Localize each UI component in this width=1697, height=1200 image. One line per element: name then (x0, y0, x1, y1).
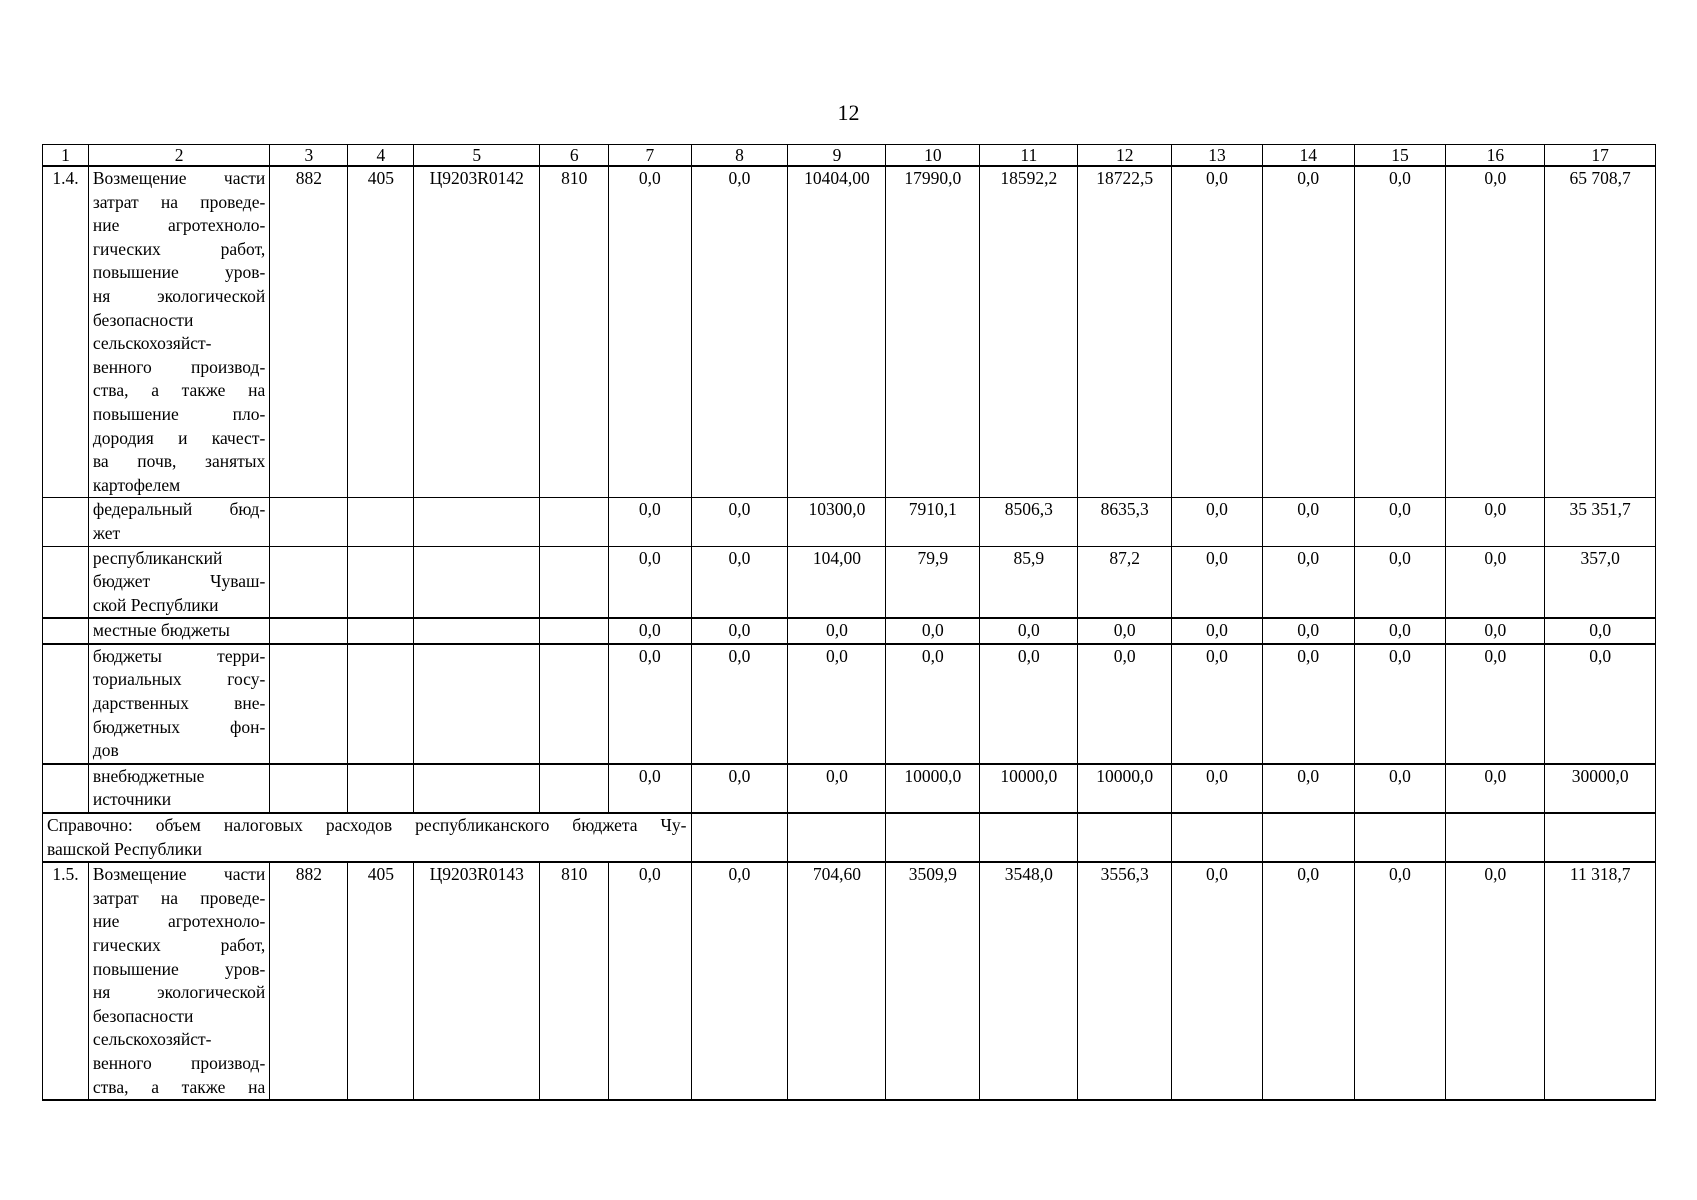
desc-line: бюджетных фон- (92, 716, 266, 737)
cell-value: 0,0 (1172, 166, 1263, 498)
desc-line: ня экологической (92, 285, 266, 306)
cell-value: 0,0 (691, 618, 788, 644)
col-header: 13 (1172, 145, 1263, 167)
col-header: 14 (1262, 145, 1354, 167)
cell-value: 87,2 (1078, 546, 1172, 618)
empty-cell (348, 644, 414, 764)
desc-line: безопасности (92, 1005, 194, 1026)
cell-value: 0,0 (691, 546, 788, 618)
cell-value: 0,0 (691, 644, 788, 764)
col-header: 11 (980, 145, 1078, 167)
desc-line: повышение уров- (92, 262, 266, 283)
cell-value: 85,9 (980, 546, 1078, 618)
desc-line: повышение пло- (92, 403, 266, 424)
empty-cell (43, 644, 89, 764)
desc-line: Возмещение части (92, 168, 266, 188)
cell-value: 8506,3 (980, 498, 1078, 546)
row-description (88, 618, 269, 644)
cell-target-code: Ц9203R0142 (414, 166, 540, 498)
cell-value: 0,0 (980, 644, 1078, 764)
cell-value: 704,60 (788, 862, 886, 1100)
empty-cell (1446, 813, 1545, 862)
desc-line: венного производ- (92, 1052, 266, 1073)
empty-cell (886, 813, 980, 862)
col-header: 8 (691, 145, 788, 167)
desc-line: венного производ- (92, 356, 266, 377)
cell-value: 0,0 (1172, 498, 1263, 546)
budget-table (42, 144, 1656, 1101)
row-description (88, 498, 269, 546)
cell-value: 0,0 (1446, 764, 1545, 813)
desc-line: республиканский (92, 547, 223, 568)
desc-line: дарственных вне- (92, 693, 266, 714)
cell-section-code: 405 (348, 166, 414, 498)
empty-cell (1172, 813, 1263, 862)
desc-line: федеральный бюд- (92, 499, 266, 520)
table-row-territorial-funds (43, 644, 1656, 764)
empty-cell (414, 644, 540, 764)
cell-value: 0,0 (980, 618, 1078, 644)
empty-cell (43, 546, 89, 618)
cell-value: 10000,0 (1078, 764, 1172, 813)
desc-line: затрат на проведе- (92, 191, 266, 212)
desc-line: ства, а также на (92, 380, 266, 401)
cell-value: 10000,0 (886, 764, 980, 813)
row-description (88, 546, 269, 618)
empty-cell (270, 644, 348, 764)
desc-line: ториальных госу- (92, 669, 266, 690)
cell-total: 30000,0 (1545, 764, 1656, 813)
cell-value: 0,0 (788, 618, 886, 644)
cell-value: 0,0 (788, 644, 886, 764)
empty-cell (540, 546, 609, 618)
cell-value: 0,0 (1354, 644, 1446, 764)
cell-value: 0,0 (1172, 618, 1263, 644)
cell-value: 0,0 (886, 644, 980, 764)
col-header: 10 (886, 145, 980, 167)
cell-value: 0,0 (1078, 644, 1172, 764)
table-row-reference-note (43, 813, 1656, 862)
desc-line: ние агротехноло- (92, 215, 266, 236)
cell-value: 0,0 (1262, 644, 1354, 764)
col-header: 3 (270, 145, 348, 167)
empty-cell (691, 813, 788, 862)
cell-expense-type: 810 (540, 166, 609, 498)
desc-line: дов (92, 740, 119, 761)
cell-total: 357,0 (1545, 546, 1656, 618)
empty-cell (414, 546, 540, 618)
table-row-republic-budget (43, 546, 1656, 618)
note-line: Справочно: объем налоговых расходов республиканского бюджета Чу- (47, 815, 687, 836)
cell-value: 8635,3 (1078, 498, 1172, 546)
row-number: 1.5. (43, 862, 89, 1100)
desc-line: источники (92, 789, 172, 810)
desc-line: жет (92, 522, 121, 543)
cell-value: 0,0 (1172, 546, 1263, 618)
desc-line: внебюджетные (92, 765, 205, 786)
cell-value: 0,0 (609, 644, 691, 764)
desc-line: сельскохозяйст- (92, 333, 212, 354)
col-header: 4 (348, 145, 414, 167)
cell-value: 3548,0 (980, 862, 1078, 1100)
empty-cell (414, 764, 540, 813)
desc-line: картофелем (92, 474, 181, 495)
cell-value: 0,0 (1446, 498, 1545, 546)
col-header: 6 (540, 145, 609, 167)
desc-line: ства, а также на (92, 1076, 266, 1097)
column-numbers-row (43, 145, 1656, 167)
cell-value: 0,0 (886, 618, 980, 644)
cell-value: 7910,1 (886, 498, 980, 546)
cell-total: 65 708,7 (1545, 166, 1656, 498)
table-row-local-budgets (43, 618, 1656, 644)
cell-value: 0,0 (1262, 166, 1354, 498)
cell-value: 10404,00 (788, 166, 886, 498)
desc-line: гических работ, (92, 935, 266, 955)
cell-value: 0,0 (609, 166, 691, 498)
col-header: 12 (1078, 145, 1172, 167)
cell-value: 0,0 (1172, 644, 1263, 764)
row-description (88, 764, 269, 813)
table-row-1-5 (43, 862, 1656, 1100)
cell-value: 10000,0 (980, 764, 1078, 813)
cell-value: 0,0 (1354, 546, 1446, 618)
cell-value: 0,0 (1172, 862, 1263, 1100)
table-row-1-4 (43, 166, 1656, 498)
empty-cell (43, 764, 89, 813)
cell-value: 0,0 (1354, 862, 1446, 1100)
col-header: 5 (414, 145, 540, 167)
cell-value: 0,0 (1446, 546, 1545, 618)
empty-cell (540, 618, 609, 644)
empty-cell (348, 498, 414, 546)
row-description (88, 862, 269, 1100)
table-row-federal-budget (43, 498, 1656, 546)
row-description (88, 644, 269, 764)
cell-value: 0,0 (1354, 618, 1446, 644)
cell-value: 0,0 (609, 546, 691, 618)
desc-line: бюджет Чуваш- (92, 571, 266, 592)
cell-value: 0,0 (1354, 166, 1446, 498)
empty-cell (348, 764, 414, 813)
row-number: 1.4. (43, 166, 89, 498)
desc-line: бюджеты терри- (92, 645, 266, 666)
cell-value: 0,0 (609, 764, 691, 813)
desc-line: повышение уров- (92, 958, 266, 979)
cell-expense-type: 810 (540, 862, 609, 1100)
cell-value: 0,0 (691, 764, 788, 813)
cell-value: 0,0 (788, 764, 886, 813)
empty-cell (540, 644, 609, 764)
cell-value: 18592,2 (980, 166, 1078, 498)
cell-value: 17990,0 (886, 166, 980, 498)
cell-total: 0,0 (1545, 644, 1656, 764)
empty-cell (348, 618, 414, 644)
cell-section-code: 405 (348, 862, 414, 1100)
col-header: 17 (1545, 145, 1656, 167)
cell-value: 0,0 (691, 498, 788, 546)
cell-value: 0,0 (1172, 764, 1263, 813)
desc-line: сельскохозяйст- (92, 1029, 212, 1050)
desc-line: ской Республики (92, 594, 219, 615)
cell-value: 0,0 (1446, 862, 1545, 1100)
desc-line: ва почв, занятых (92, 451, 266, 472)
empty-cell (540, 764, 609, 813)
col-header: 2 (88, 145, 269, 167)
cell-target-code: Ц9203R0143 (414, 862, 540, 1100)
cell-total: 35 351,7 (1545, 498, 1656, 546)
desc-line: Возмещение части (92, 864, 266, 885)
cell-value: 18722,5 (1078, 166, 1172, 498)
page-number: 12 (837, 100, 860, 125)
cell-value: 0,0 (1446, 618, 1545, 644)
empty-cell (270, 498, 348, 546)
cell-ministry-code: 882 (270, 166, 348, 498)
empty-cell (980, 813, 1078, 862)
empty-cell (270, 546, 348, 618)
cell-value: 0,0 (691, 166, 788, 498)
empty-cell (1262, 813, 1354, 862)
empty-cell (43, 618, 89, 644)
cell-value: 0,0 (1446, 166, 1545, 498)
cell-value: 0,0 (1354, 498, 1446, 546)
desc-line: гических работ, (92, 238, 266, 259)
cell-value: 0,0 (691, 862, 788, 1100)
table-row-extrabudgetary (43, 764, 1656, 813)
desc-line: ня экологической (92, 982, 266, 1003)
col-header: 7 (609, 145, 691, 167)
reference-note (43, 813, 692, 862)
desc-line: дородия и качест- (92, 427, 266, 448)
empty-cell (540, 498, 609, 546)
cell-value: 0,0 (609, 618, 691, 644)
cell-value: 0,0 (609, 498, 691, 546)
cell-value: 0,0 (1262, 764, 1354, 813)
col-header: 9 (788, 145, 886, 167)
desc-line: местные бюджеты (92, 620, 230, 641)
desc-line: затрат на проведе- (92, 887, 266, 908)
desc-line: безопасности (92, 309, 194, 330)
empty-cell (1545, 813, 1656, 862)
empty-cell (414, 618, 540, 644)
col-header: 16 (1446, 145, 1545, 167)
cell-value: 0,0 (1446, 644, 1545, 764)
note-line: вашской Республики (47, 838, 202, 859)
cell-value: 10300,0 (788, 498, 886, 546)
empty-cell (348, 546, 414, 618)
empty-cell (1078, 813, 1172, 862)
cell-value: 0,0 (609, 862, 691, 1100)
col-header: 15 (1354, 145, 1446, 167)
col-header: 1 (43, 145, 89, 167)
cell-value: 0,0 (1262, 862, 1354, 1100)
cell-total: 0,0 (1545, 618, 1656, 644)
empty-cell (788, 813, 886, 862)
cell-value: 0,0 (1262, 498, 1354, 546)
row-description (88, 166, 269, 498)
empty-cell (43, 498, 89, 546)
cell-value: 79,9 (886, 546, 980, 618)
cell-value: 104,00 (788, 546, 886, 618)
cell-value: 3509,9 (886, 862, 980, 1100)
empty-cell (270, 764, 348, 813)
empty-cell (1354, 813, 1446, 862)
cell-total: 11 318,7 (1545, 862, 1656, 1100)
cell-value: 0,0 (1078, 618, 1172, 644)
empty-cell (414, 498, 540, 546)
cell-value: 0,0 (1262, 618, 1354, 644)
empty-cell (270, 618, 348, 644)
desc-line: ние агротехноло- (92, 911, 266, 932)
cell-ministry-code: 882 (270, 862, 348, 1100)
cell-value: 3556,3 (1078, 862, 1172, 1100)
cell-value: 0,0 (1354, 764, 1446, 813)
cell-value: 0,0 (1262, 546, 1354, 618)
